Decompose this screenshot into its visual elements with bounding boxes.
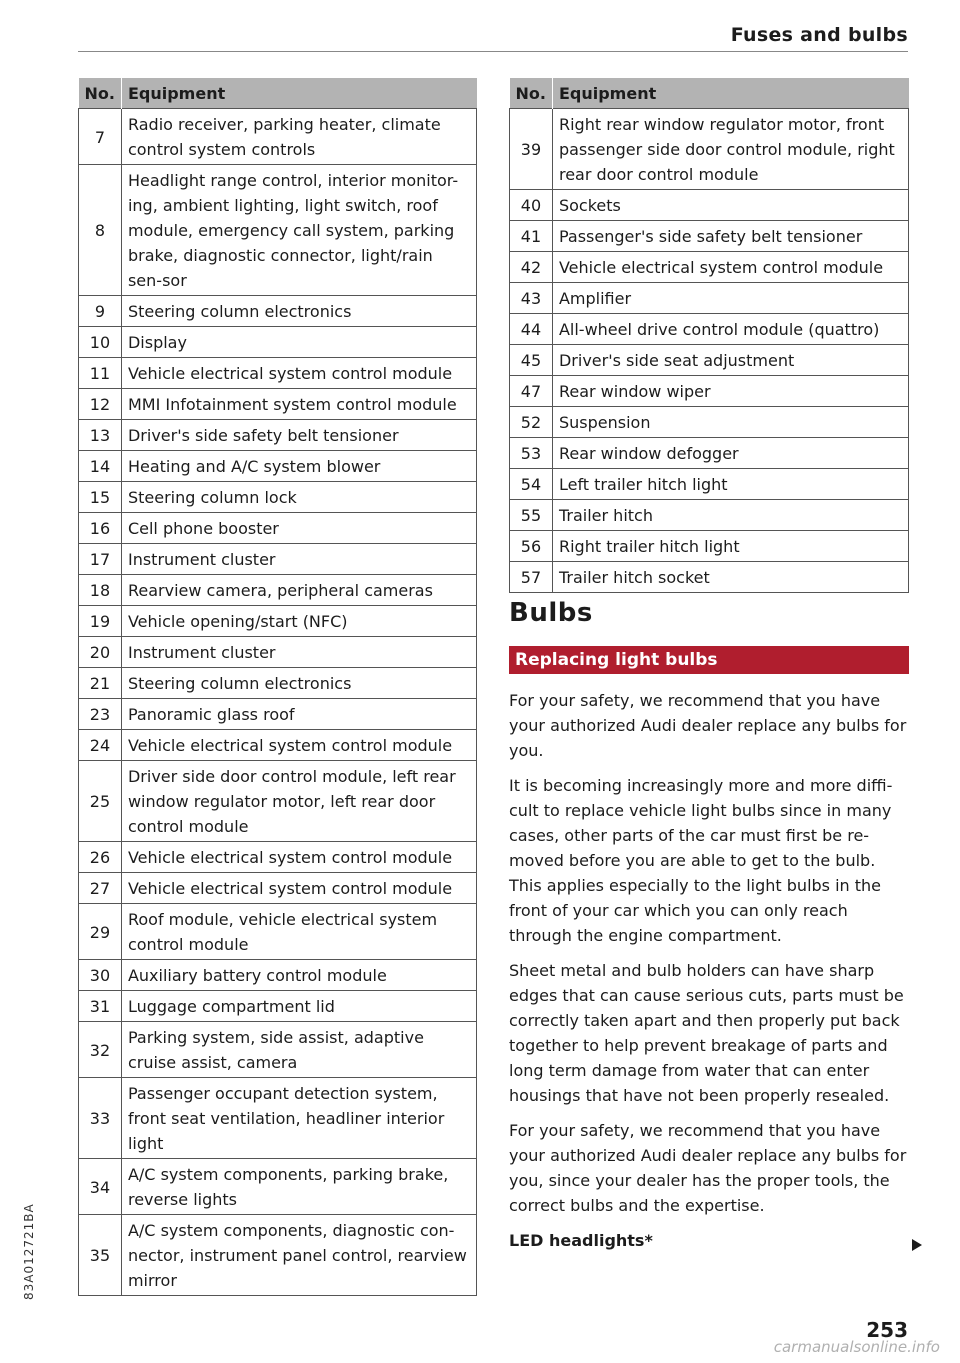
- table-row: [510, 376, 909, 407]
- fuse-equipment: Right rear window regulator motor, front passenger side door control module, right rear door control module: [552, 109, 908, 190]
- fuse-equipment: Vehicle electrical system control module: [121, 730, 476, 761]
- fuse-number: 11: [79, 358, 122, 389]
- fuse-number: 53: [510, 438, 553, 469]
- fuse-equipment: Heating and A/C system blower: [121, 451, 476, 482]
- fuse-equipment: Steering column electronics: [121, 296, 476, 327]
- fuse-number: 32: [79, 1022, 122, 1078]
- fuse-equipment: Parking system, side assist, adaptive cruise assist, camera: [121, 1022, 476, 1078]
- fuse-equipment: Headlight range control, interior monitor-ing, ambient lighting, light switch, roof module, emergency call system, parking brake, diagnostic connector, light/rain sen-sor: [121, 165, 476, 296]
- fuse-number: 52: [510, 407, 553, 438]
- fuse-number: 24: [79, 730, 122, 761]
- subsection-banner: Replacing light bulbs: [509, 646, 909, 674]
- fuse-number: 44: [510, 314, 553, 345]
- fuse-equipment: Vehicle electrical system control module: [121, 842, 476, 873]
- table-row: [79, 699, 477, 730]
- table-row: [79, 904, 477, 960]
- table-row: [79, 873, 477, 904]
- fuse-equipment: Display: [121, 327, 476, 358]
- table-row: [79, 575, 477, 606]
- fuse-equipment: Trailer hitch: [552, 500, 908, 531]
- table-row: [510, 252, 909, 283]
- fuse-table-right-body: [510, 109, 909, 593]
- fuse-number: 30: [79, 960, 122, 991]
- table-row: [79, 1022, 477, 1078]
- fuse-equipment: Roof module, vehicle electrical system control module: [121, 904, 476, 960]
- fuse-number: 23: [79, 699, 122, 730]
- table-row: [79, 991, 477, 1022]
- fuse-equipment: Steering column lock: [121, 482, 476, 513]
- table-row: [79, 606, 477, 637]
- fuse-equipment: Auxiliary battery control module: [121, 960, 476, 991]
- fuse-equipment: Rearview camera, peripheral cameras: [121, 575, 476, 606]
- table-row: [79, 1215, 477, 1296]
- table-row: [510, 190, 909, 221]
- table-row: [510, 407, 909, 438]
- bulbs-body-text: [509, 688, 909, 1253]
- continue-arrow-icon: [912, 1239, 922, 1251]
- fuse-number: 14: [79, 451, 122, 482]
- column-header-no: No.: [79, 78, 122, 109]
- table-row: [79, 960, 477, 991]
- table-row: [79, 544, 477, 575]
- fuse-number: 18: [79, 575, 122, 606]
- table-row: [79, 165, 477, 296]
- table-row: [510, 531, 909, 562]
- fuse-equipment: Cell phone booster: [121, 513, 476, 544]
- table-row: [79, 451, 477, 482]
- fuse-number: 8: [79, 165, 122, 296]
- subheading-led-headlights: LED headlights*: [509, 1231, 653, 1250]
- fuse-equipment: Instrument cluster: [121, 544, 476, 575]
- column-header-equipment: Equipment: [552, 78, 908, 109]
- fuse-number: 56: [510, 531, 553, 562]
- table-row: [79, 482, 477, 513]
- fuse-equipment: Driver's side seat adjustment: [552, 345, 908, 376]
- fuse-number: 16: [79, 513, 122, 544]
- fuse-number: 13: [79, 420, 122, 451]
- fuse-number: 27: [79, 873, 122, 904]
- fuse-number: 9: [79, 296, 122, 327]
- fuse-equipment: Left trailer hitch light: [552, 469, 908, 500]
- fuse-number: 33: [79, 1078, 122, 1159]
- table-row: [79, 109, 477, 165]
- fuse-equipment: Vehicle opening/start (NFC): [121, 606, 476, 637]
- fuse-number: 43: [510, 283, 553, 314]
- table-row: [510, 500, 909, 531]
- table-row: [79, 513, 477, 544]
- fuse-number: 21: [79, 668, 122, 699]
- fuse-equipment: Panoramic glass roof: [121, 699, 476, 730]
- fuse-number: 20: [79, 637, 122, 668]
- fuse-number: 45: [510, 345, 553, 376]
- fuse-number: 12: [79, 389, 122, 420]
- fuse-equipment: Passenger's side safety belt tensioner: [552, 221, 908, 252]
- fuse-number: 40: [510, 190, 553, 221]
- table-row: [79, 761, 477, 842]
- fuse-equipment: A/C system components, parking brake, reverse lights: [121, 1159, 476, 1215]
- fuse-number: 42: [510, 252, 553, 283]
- column-header-equipment: Equipment: [121, 78, 476, 109]
- fuse-table-left-body: [79, 109, 477, 1296]
- fuse-equipment: Suspension: [552, 407, 908, 438]
- paragraph: For your safety, we recommend that you have your authorized Audi dealer replace any bulbs for you.: [509, 691, 907, 760]
- fuse-equipment: All-wheel drive control module (quattro): [552, 314, 908, 345]
- page-header-title: Fuses and bulbs: [730, 24, 908, 46]
- fuse-equipment: Radio receiver, parking heater, climate control system controls: [121, 109, 476, 165]
- paragraph: For your safety, we recommend that you have your authorized Audi dealer replace any bulbs for you, since your dealer has the proper tools, the correct bulbs and the expertise.: [509, 1121, 907, 1215]
- document-code: 83A012721BA: [22, 1203, 36, 1300]
- fuse-equipment: Driver side door control module, left rear window regulator motor, left rear door control module: [121, 761, 476, 842]
- column-header-no: No.: [510, 78, 553, 109]
- fuse-number: 26: [79, 842, 122, 873]
- fuse-number: 41: [510, 221, 553, 252]
- fuse-table-right: [509, 78, 909, 593]
- table-row: [79, 730, 477, 761]
- fuse-equipment: Vehicle electrical system control module: [121, 358, 476, 389]
- table-row: [79, 637, 477, 668]
- fuse-number: 29: [79, 904, 122, 960]
- fuse-number: 55: [510, 500, 553, 531]
- fuse-number: 47: [510, 376, 553, 407]
- table-row: [79, 1159, 477, 1215]
- fuse-equipment: Rear window wiper: [552, 376, 908, 407]
- fuse-equipment: A/C system components, diagnostic con-nector, instrument panel control, rearview mirror: [121, 1215, 476, 1296]
- table-row: [510, 283, 909, 314]
- fuse-equipment: MMI Infotainment system control module: [121, 389, 476, 420]
- section-heading-bulbs: Bulbs: [509, 598, 593, 628]
- fuse-number: 31: [79, 991, 122, 1022]
- fuse-equipment: Passenger occupant detection system, front seat ventilation, headliner interior light: [121, 1078, 476, 1159]
- fuse-equipment: Instrument cluster: [121, 637, 476, 668]
- fuse-number: 39: [510, 109, 553, 190]
- fuse-table-left: [78, 78, 477, 1296]
- fuse-equipment: Luggage compartment lid: [121, 991, 476, 1022]
- fuse-number: 57: [510, 562, 553, 593]
- fuse-equipment: Trailer hitch socket: [552, 562, 908, 593]
- table-row: [510, 438, 909, 469]
- fuse-number: 15: [79, 482, 122, 513]
- table-row: [79, 668, 477, 699]
- table-row: [510, 109, 909, 190]
- fuse-number: 35: [79, 1215, 122, 1296]
- table-row: [79, 296, 477, 327]
- fuse-equipment: Steering column electronics: [121, 668, 476, 699]
- fuse-number: 19: [79, 606, 122, 637]
- fuse-number: 54: [510, 469, 553, 500]
- table-row: [510, 469, 909, 500]
- table-row: [510, 314, 909, 345]
- table-row: [79, 358, 477, 389]
- table-row: [510, 221, 909, 252]
- fuse-number: 7: [79, 109, 122, 165]
- fuse-equipment: Amplifier: [552, 283, 908, 314]
- fuse-number: 34: [79, 1159, 122, 1215]
- table-row: [79, 327, 477, 358]
- fuse-equipment: Vehicle electrical system control module: [121, 873, 476, 904]
- fuse-number: 10: [79, 327, 122, 358]
- table-row: [79, 389, 477, 420]
- fuse-equipment: Driver's side safety belt tensioner: [121, 420, 476, 451]
- fuse-equipment: Sockets: [552, 190, 908, 221]
- table-row: [79, 1078, 477, 1159]
- table-row: [510, 345, 909, 376]
- fuse-equipment: Right trailer hitch light: [552, 531, 908, 562]
- paragraph: Sheet metal and bulb holders can have sharp edges that can cause serious cuts, parts must be correctly taken apart and then properly put back together to help prevent breakage of parts and long term damage from water that can enter housings that have not been properly resealed.: [509, 961, 904, 1105]
- table-row: [510, 562, 909, 593]
- paragraph: It is becoming increasingly more and more diffi-cult to replace vehicle light bulbs since in many cases, other parts of the car must first be re-moved before you are able to get to the bulb. This applies especially to the light bulbs in the front of your car which you can only reach through the engine compartment.: [509, 776, 893, 945]
- fuse-number: 17: [79, 544, 122, 575]
- watermark: carmanualsonline.info: [773, 1338, 940, 1356]
- page-number: 253: [866, 1318, 908, 1342]
- fuse-equipment: Rear window defogger: [552, 438, 908, 469]
- fuse-equipment: Vehicle electrical system control module: [552, 252, 908, 283]
- header-divider: [78, 51, 908, 52]
- table-row: [79, 842, 477, 873]
- fuse-number: 25: [79, 761, 122, 842]
- table-row: [79, 420, 477, 451]
